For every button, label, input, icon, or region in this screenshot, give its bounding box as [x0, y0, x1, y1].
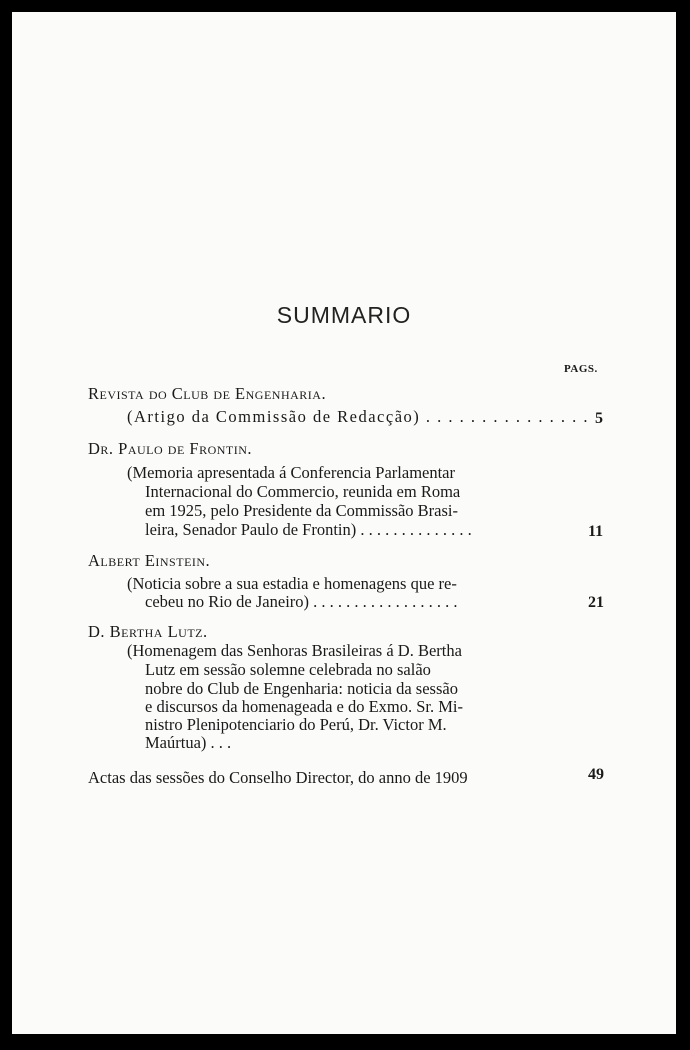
entry-page-number: 5: [595, 410, 603, 427]
entry-page-number: 11: [588, 523, 604, 540]
entry-line: cebeu no Rio de Janeiro) . . . . . . . . . . . . . . . . . .: [145, 592, 458, 611]
entry-line: (Memoria apresentada á Conferencia Parlamentar: [127, 463, 456, 482]
entry-page-number: 21: [588, 594, 604, 611]
entry-line: nistro Plenipotenciario do Perú, Dr. Victor M.: [145, 715, 447, 734]
entry-page-number: 49: [588, 766, 604, 783]
entry-line: Internacional do Commercio, reunida em Roma: [145, 482, 461, 501]
entry-heading: Albert Einstein.: [88, 551, 211, 570]
entry-line: Maúrtua) . . .: [145, 733, 232, 752]
entry-line: (Homenagem das Senhoras Brasileiras á D. Bertha: [127, 641, 462, 660]
entry-line: (Noticia sobre a sua estadia e homenagens que re-: [127, 574, 457, 593]
entry-line: Lutz em sessão solemne celebrada no salão: [145, 660, 431, 679]
entry-heading: Dr. Paulo de Frontin.: [88, 439, 253, 458]
entry-line: (Artigo da Commissão de Redacção) . . . . . . . . . . . . . . .: [127, 407, 590, 426]
pages-column-label: PAGS.: [564, 363, 598, 375]
entry-line: e discursos da homenageada e do Exmo. Sr. Mi-: [145, 697, 464, 716]
page-title: SUMMARIO: [276, 302, 412, 328]
entry-heading: D. Bertha Lutz.: [88, 622, 208, 641]
entry-line: nobre do Club de Engenharia: noticia da sessão: [145, 679, 458, 698]
entry-line: leira, Senador Paulo de Frontin) . . . . . . . . . . . . . .: [145, 520, 472, 539]
entry-line: em 1925, pelo Presidente da Commissão Brasi-: [145, 501, 458, 520]
entry-heading: Revista do Club de Engenharia.: [88, 384, 327, 403]
entry-line: Actas das sessões do Conselho Director, do anno de 1909: [88, 768, 468, 787]
document-page: [12, 12, 676, 1034]
